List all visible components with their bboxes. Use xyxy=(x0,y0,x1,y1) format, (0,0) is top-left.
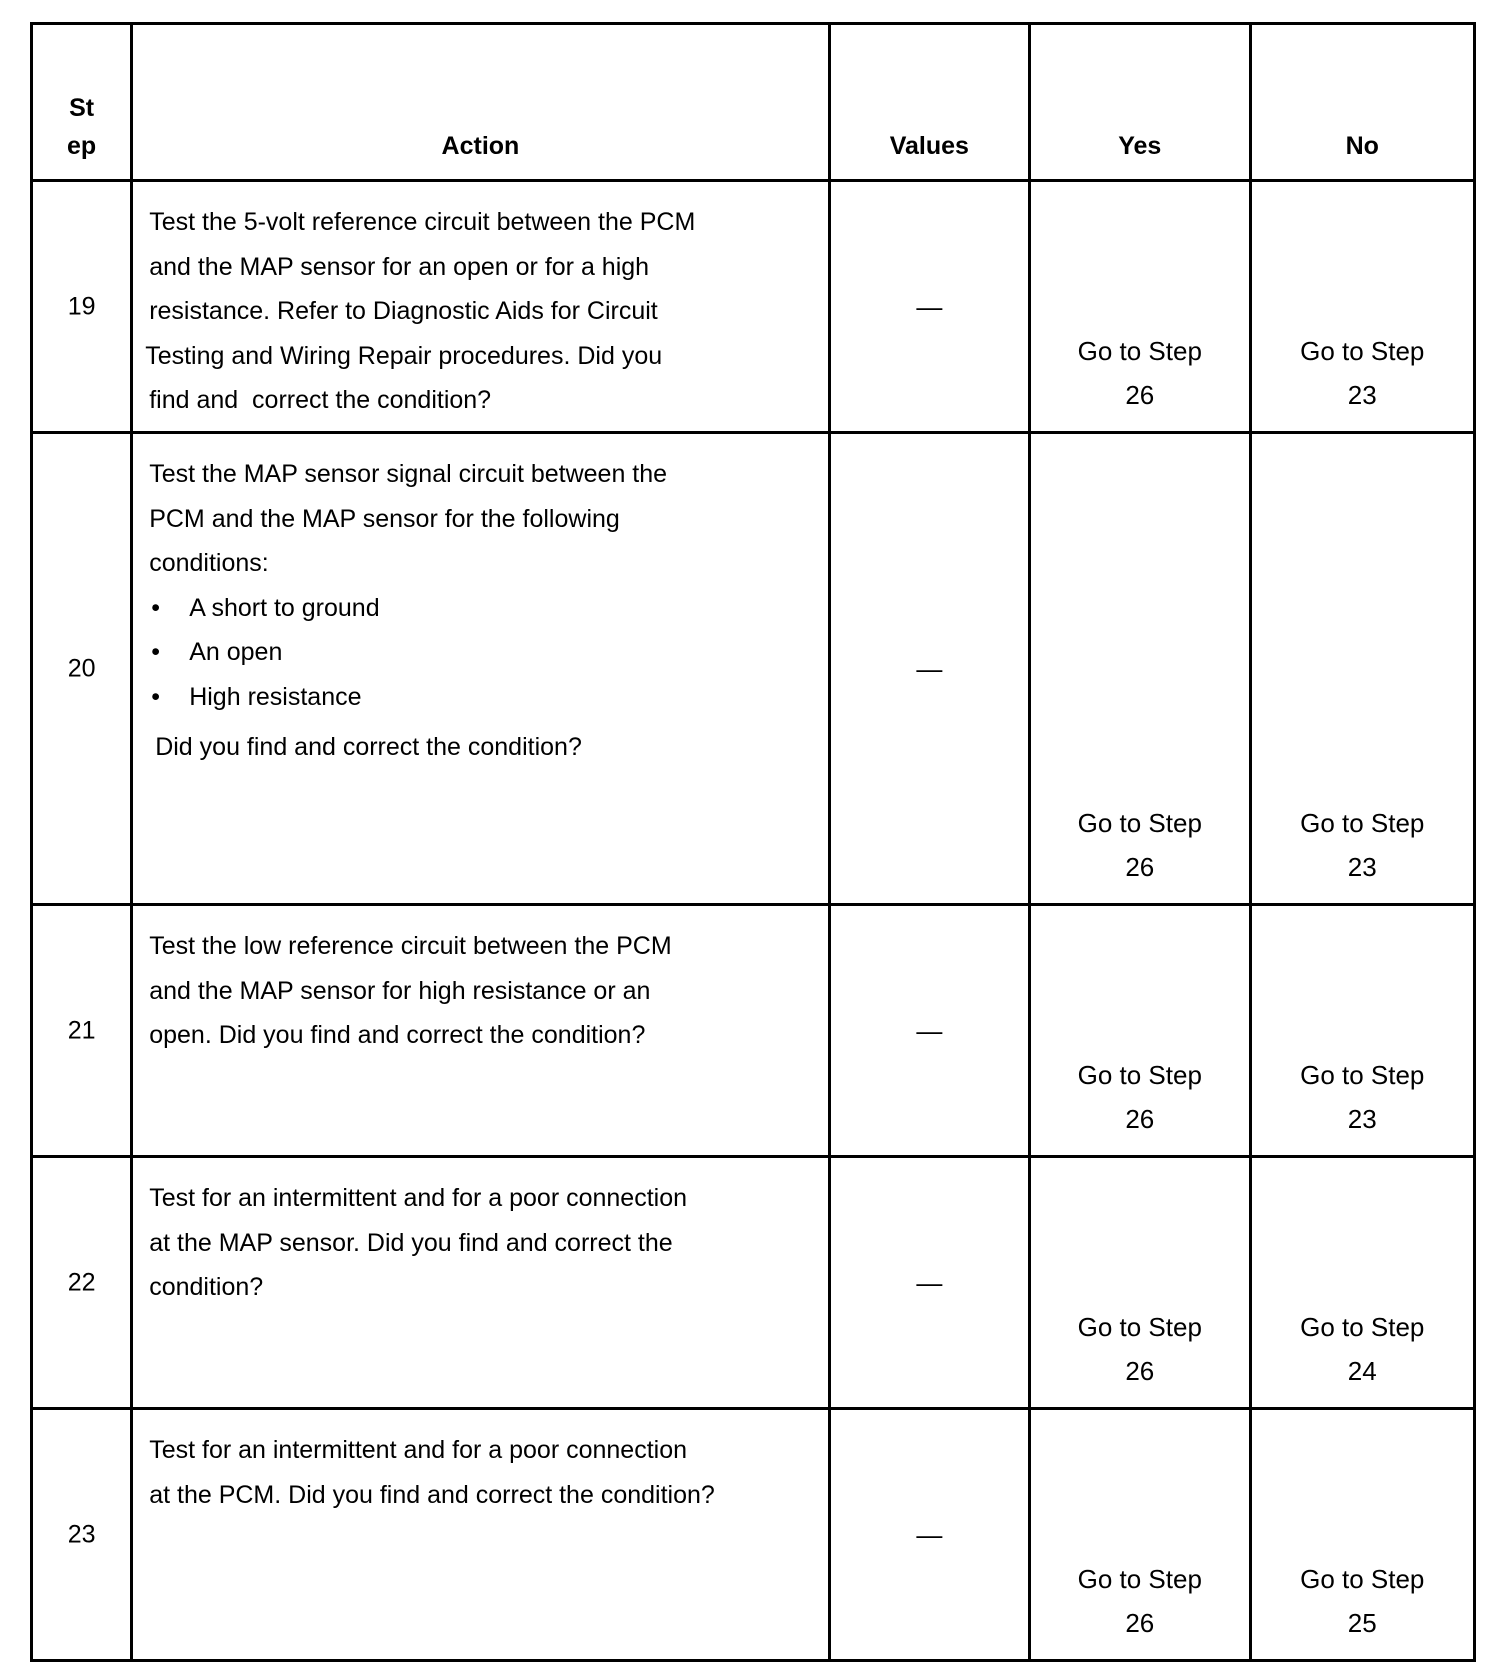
goto-step-number: 26 xyxy=(1125,1104,1155,1134)
goto-step-number: 23 xyxy=(1347,1104,1377,1134)
action-line: condition? xyxy=(149,1273,264,1301)
action-cell xyxy=(132,433,829,905)
yes-goto xyxy=(1031,329,1248,417)
goto-step-number: 26 xyxy=(1125,380,1155,410)
table-row xyxy=(32,181,1475,433)
header-yes: Yes xyxy=(1030,24,1250,181)
values-dash: — xyxy=(916,1519,943,1549)
values-cell xyxy=(829,905,1029,1157)
list-item xyxy=(149,675,787,720)
values-dash: — xyxy=(916,1267,943,1297)
action-line: and the MAP sensor for high resistance or an xyxy=(149,976,651,1005)
header-action: Action xyxy=(132,24,829,181)
goto-step-number: 24 xyxy=(1347,1356,1377,1386)
yes-goto xyxy=(1031,1053,1248,1141)
no-cell xyxy=(1250,905,1475,1157)
goto-label: Go to Step xyxy=(1300,1312,1425,1342)
no-cell xyxy=(1250,433,1475,905)
goto-step-number: 23 xyxy=(1347,852,1377,882)
step-cell xyxy=(32,181,132,433)
table-row xyxy=(32,433,1475,905)
goto-label: Go to Step xyxy=(1077,808,1202,838)
action-text xyxy=(133,906,827,1058)
goto-label: Go to Step xyxy=(1300,1060,1425,1090)
action-line: and the MAP sensor for an open or for a high xyxy=(149,252,650,281)
header-no: No xyxy=(1250,24,1475,181)
yes-cell xyxy=(1030,181,1250,433)
no-goto xyxy=(1252,329,1474,417)
goto-label: Go to Step xyxy=(1300,1564,1425,1594)
table-row xyxy=(32,1409,1475,1661)
list-item xyxy=(149,586,787,631)
action-line: Test for an intermittent and for a poor connection xyxy=(149,1184,688,1212)
values-cell xyxy=(829,181,1029,433)
goto-label: Go to Step xyxy=(1077,1564,1202,1594)
header-row xyxy=(32,24,1475,181)
action-text xyxy=(133,182,827,423)
step-number: 23 xyxy=(67,1520,96,1548)
bullet-icon: • xyxy=(151,638,160,666)
step-cell xyxy=(32,1157,132,1409)
action-line: at the MAP sensor. Did you find and correct the xyxy=(149,1228,673,1257)
list-item-text: High resistance xyxy=(189,682,362,711)
action-line: at the PCM. Did you find and correct the condition? xyxy=(149,1480,715,1509)
values-cell xyxy=(829,1409,1029,1661)
yes-cell xyxy=(1030,905,1250,1157)
step-number: 21 xyxy=(67,1016,96,1044)
goto-label: Go to Step xyxy=(1300,336,1425,366)
step-cell xyxy=(32,1409,132,1661)
goto-label: Go to Step xyxy=(1077,1312,1202,1342)
bullet-icon: • xyxy=(151,682,160,711)
action-line: find and correct the condition? xyxy=(149,386,492,414)
values-dash: — xyxy=(916,1015,943,1045)
step-cell xyxy=(32,905,132,1157)
action-text xyxy=(133,1158,827,1310)
list-item-text: A short to ground xyxy=(189,593,380,622)
goto-label: Go to Step xyxy=(1300,808,1425,838)
step-number: 22 xyxy=(67,1268,96,1296)
yes-cell xyxy=(1030,1409,1250,1661)
goto-step-number: 23 xyxy=(1347,380,1377,410)
goto-step-number: 25 xyxy=(1347,1608,1377,1638)
action-line: Test the 5-volt reference circuit between the PCM xyxy=(149,208,696,236)
header-step-line1: St xyxy=(69,94,95,122)
table-row xyxy=(32,1157,1475,1409)
no-goto xyxy=(1252,1557,1474,1645)
no-goto xyxy=(1252,1305,1474,1393)
no-goto xyxy=(1252,1053,1474,1141)
action-line: open. Did you find and correct the condition? xyxy=(149,1021,646,1049)
step-number: 19 xyxy=(67,292,96,320)
goto-label: Go to Step xyxy=(1077,1060,1202,1090)
header-step-line2: ep xyxy=(67,132,97,160)
list-item xyxy=(149,630,787,675)
diagnostic-table xyxy=(30,22,1476,1662)
action-line: Test the low reference circuit between the PCM xyxy=(149,932,672,960)
no-cell xyxy=(1250,1409,1475,1661)
no-cell xyxy=(1250,1157,1475,1409)
action-cell xyxy=(132,1157,829,1409)
yes-goto xyxy=(1031,801,1248,889)
no-cell xyxy=(1250,181,1475,433)
values-cell xyxy=(829,433,1029,905)
list-item-text: An open xyxy=(189,638,283,666)
action-line: Testing and Wiring Repair procedures. Did you xyxy=(145,341,663,370)
action-text xyxy=(133,1410,827,1517)
action-cell xyxy=(132,1409,829,1661)
step-cell xyxy=(32,433,132,905)
action-text xyxy=(133,434,827,770)
step-number: 20 xyxy=(67,654,96,682)
bullet-icon: • xyxy=(151,593,160,622)
yes-cell xyxy=(1030,433,1250,905)
action-cell xyxy=(132,181,829,433)
values-cell xyxy=(829,1157,1029,1409)
action-line: Test the MAP sensor signal circuit between the xyxy=(149,460,668,488)
goto-step-number: 26 xyxy=(1125,1608,1155,1638)
action-line: resistance. Refer to Diagnostic Aids for Circuit xyxy=(149,297,658,325)
yes-goto xyxy=(1031,1557,1248,1645)
header-step xyxy=(32,24,132,181)
condition-list xyxy=(149,586,787,720)
values-dash: — xyxy=(916,291,943,321)
action-question: Did you find and correct the condition? xyxy=(155,733,582,761)
action-line: conditions: xyxy=(149,549,269,577)
action-line: PCM and the MAP sensor for the following xyxy=(149,504,620,533)
values-dash: — xyxy=(916,653,943,683)
goto-label: Go to Step xyxy=(1077,336,1202,366)
yes-cell xyxy=(1030,1157,1250,1409)
action-cell xyxy=(132,905,829,1157)
no-goto xyxy=(1252,801,1474,889)
yes-goto xyxy=(1031,1305,1248,1393)
goto-step-number: 26 xyxy=(1125,852,1155,882)
header-values: Values xyxy=(829,24,1029,181)
goto-step-number: 26 xyxy=(1125,1356,1155,1386)
table-row xyxy=(32,905,1475,1157)
action-line: Test for an intermittent and for a poor connection xyxy=(149,1436,688,1464)
